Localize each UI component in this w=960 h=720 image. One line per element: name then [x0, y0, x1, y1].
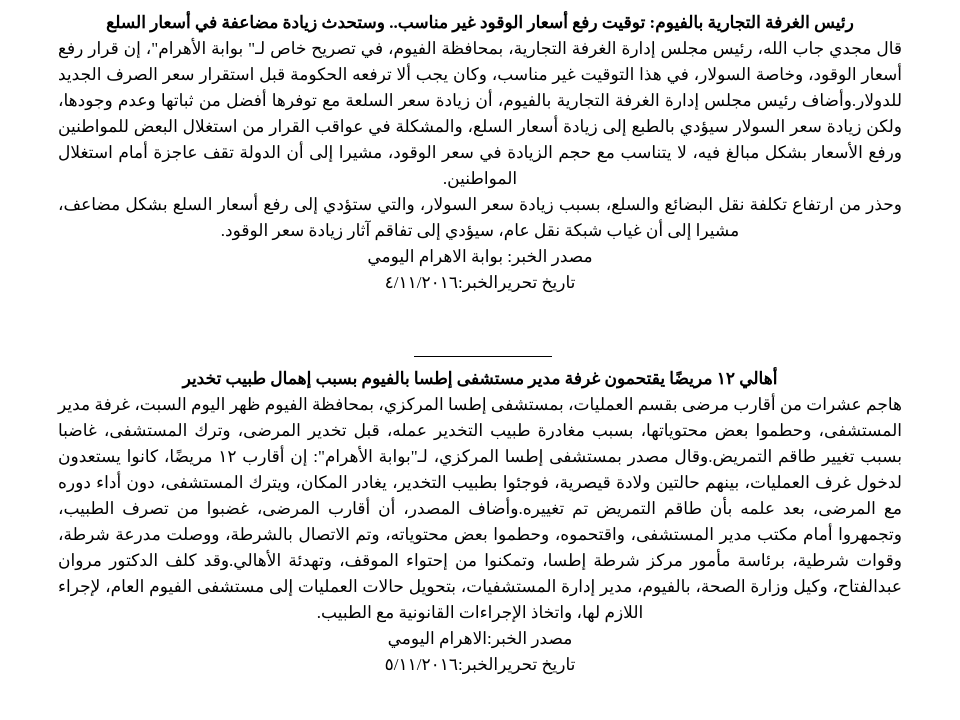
- article-date: تاريخ تحريرالخبر:٤/١١/٢٠١٦: [384, 273, 576, 292]
- article-paragraph: وحذر من ارتفاع تكلفة نقل البضائع والسلع، بسبب زيادة سعر السولار، والتي ستؤدي إلى رفع أسعار السلع بشكل مضاعف، مشيرا إلى أن غياب شبكة نقل عام، سيؤدي إلى تفاقم آثار زيادة سعر الوقود.: [58, 195, 902, 240]
- article-title: أهالي ١٢ مريضًا يقتحمون غرفة مدير مستشفى إطسا بالفيوم بسبب إهمال طبيب تخدير: [182, 369, 778, 388]
- article-source: مصدر الخبر:الاهرام اليومي: [387, 629, 573, 648]
- article-paragraph: هاجم عشرات من أقارب مرضى بقسم العمليات، بمستشفى إطسا المركزي، بمحافظة الفيوم ظهر اليوم السبت، غرفة مدير المستشفى، وحطموا بعض محتوياتها، بسبب مغادرة طبيب التخدير عمله، قبل تخدير المرضى، وترك المستشفى، غاضبا بسبب تغيير طاقم التمريض.وقال مصدر بمستشفى إطسا المركزي، لـ"بوابة الأهرام": إن أقارب ١٢ مريضًا، كانوا يستعدون لدخول غرف العمليات، بينهم حالتين ولادة قيصرية، فوجئوا بطبيب التخدير، يغادر المكان، ويترك المستشفى، دون أداء دوره مع المرضى، بعد علمه بأن طاقم التمريض تم تغييره.وأضاف المصدر، أن أقارب المرضى، غضبوا من تصرف الطبيب، وتجمهروا أمام مكتب مدير المستشفى، واقتحموه، وحطموا بعض محتوياته، وتم الاتصال بالشرطة، ووصلت مدرعة شرطة، وقوات شرطية، برئاسة مأمور مركز شرطة إطسا، وتمكنوا من إحتواء الموقف، وتهدئة الأهالي.وقد كلف الدكتور مروان عبدالفتاح، وكيل وزارة الصحة، بالفيوم، مدير إدارة المستشفيات، بتحويل حالات العمليات إلى مستشفى الفيوم العام، لإجراء اللازم لها، واتخاذ الإجراءات القانونية مع الطبيب.: [58, 395, 902, 622]
- article-separator: [414, 356, 552, 357]
- article-title: رئيس الغرفة التجارية بالفيوم: توقيت رفع أسعار الوقود غير مناسب.. وستحدث زيادة مضاعفة في أسعار السلع: [106, 13, 854, 32]
- article-source: مصدر الخبر: بوابة الاهرام اليومي: [367, 247, 593, 266]
- news-article-hospital: [58, 366, 902, 678]
- article-date: تاريخ تحريرالخبر:٥/١١/٢٠١٦: [384, 655, 576, 674]
- news-article-fuel-prices: [58, 10, 902, 296]
- article-paragraph: قال مجدي جاب الله، رئيس مجلس إدارة الغرفة التجارية، بمحافظة الفيوم، في تصريح خاص لـ" بوابة الأهرام"، إن قرار رفع أسعار الوقود، وخاصة السولار، في هذا التوقيت غير مناسب، وكان يجب ألا ترفعه الحكومة قبل استقرار سعر الصرف الجديد للدولار.وأضاف رئيس مجلس إدارة الغرفة التجارية بالفيوم، أن زيادة سعر السلعة مع توفرها أفضل من ثباتها وعدم وجودها، ولكن زيادة سعر السولار سيؤدي بالطبع إلى زيادة أسعار السلع، والمشكلة في عواقب القرار من استغلال البعض للمواطنين ورفع الأسعار بشكل مبالغ فيه، لا يتناسب مع حجم الزيادة في سعر الوقود، مشيرا إلى أن الدولة تقف عاجزة أمام استغلال المواطنين.: [58, 39, 902, 188]
